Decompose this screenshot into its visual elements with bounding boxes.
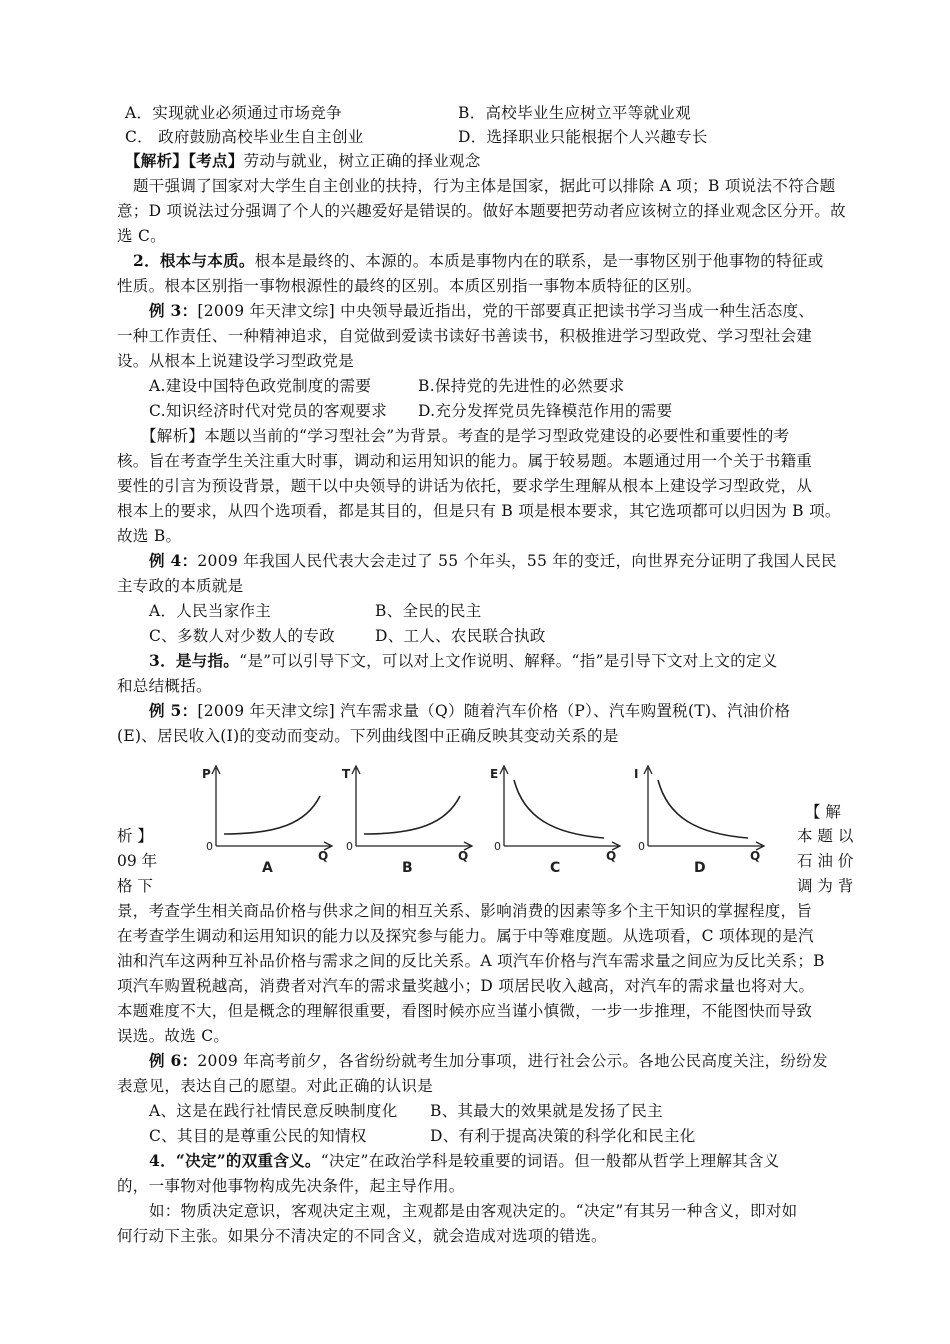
option-b: B.保持党的先进性的必然要求 [418,377,625,395]
origin-label: 0 [494,840,501,853]
option-b: B、全民的民主 [375,602,482,620]
graph-tag: D [694,860,706,876]
x-axis-label: Q [606,849,617,863]
wrap-text: 析 】 [117,827,153,845]
curve-line [224,796,320,834]
graph-C [490,766,620,876]
example-5-line [149,699,790,723]
wrap-text: 调 为 背 [797,877,854,895]
option-c: C、多数人对少数人的专政 [149,627,335,645]
analysis-line: 本题难度不大，但是概念的理解很重要，看图时候亦应当谨小慎微，一步一步推理，不能图快而导致 [117,1002,813,1020]
keypoint-title: 劳动与就业，树立正确的择业观念 [243,152,481,170]
example-5-line: (E)、居民收入(I)的变动而变动。下列曲线图中正确反映其变动关系的是 [117,727,619,745]
option-b: B．高校毕业生应树立平等就业观 [458,104,691,122]
section-heading: 4．“决定”的双重含义。 [149,1151,321,1170]
option-a: A、这是在践行社情民意反映制度化 [149,1102,398,1120]
analysis-line: 根本上的要求，从四个选项看，都是其目的，但是只有 B 项是根本要求，其它选项都可以归因为 B 项。 [117,502,841,520]
option-c: C． 政府鼓励高校毕业生自主创业 [125,128,364,146]
section-4-line: 如：物质决定意识，客观决定主观，主观都是由客观决定的。“决定”有其另一种含义，即对如 [149,1202,798,1220]
wrap-text: 石 油 价 [797,852,854,870]
keypoint-tag: 【考点】 [188,151,244,170]
example-text: [2009 年天津文综] 中央领导最近指出，党的干部要真正把读书学习当成一种生活态度、 [197,302,815,320]
origin-label: 0 [638,840,645,853]
example-heading: 例 5： [149,701,198,720]
option-b: B、其最大的效果就是发扬了民主 [430,1102,663,1120]
origin-label: 0 [346,840,353,853]
example-3-line [149,299,814,323]
x-axis-label: Q [458,849,469,863]
analysis-line: 选 C。 [117,227,166,245]
y-axis-label: I [634,767,639,781]
section-text: 根本是最终的、本源的。本质是事物内在的联系，是一事物区别于他事物的特征或 [254,252,824,270]
graph-B [342,766,472,876]
section-heading: 2．根本与本质。 [133,251,255,270]
section-text: “决定”在政治学科是较重要的词语。但一般都从哲学上理解其含义 [320,1152,780,1170]
section-4-line: 何行动下主张。如果分不清决定的不同含义，就会造成对选项的错选。 [117,1227,607,1245]
example-heading: 例 6： [149,1051,198,1070]
example-heading: 例 3： [149,301,198,320]
example-6-line: 表意见，表达自己的愿望。对此正确的认识是 [117,1077,434,1095]
section-2-line [133,249,824,273]
option-a: A．实现就业必须通过市场竞争 [125,104,342,122]
graph-tag: A [262,860,273,876]
y-axis-label: T [342,767,351,781]
example-4-line: 主专政的本质就是 [117,577,244,595]
example-3-line: 一种工作责任、一种精神追求，自觉做到爱读书读好书善读书，积极推进学习型政党、学习型社会建 [117,327,813,345]
example-text: 2009 年高考前夕，各省纷纷就考生加分事项，进行社会公示。各地公民高度关注，纷纷发 [197,1052,828,1070]
analysis-line: 故选 B。 [117,527,182,545]
example-text: 2009 年我国人民代表大会走过了 55 个年头，55 年的变迁，向世界充分证明了我国人民民 [197,552,837,570]
option-d: D、有利于提高决策的科学化和民主化 [430,1127,696,1145]
curve-line [364,796,460,834]
section-3-line: 和总结概括。 [117,677,212,695]
analysis-line: 【解析】本题以当前的“学习型社会”为背景。考查的是学习型政党建设的必要性和重要性的考 [141,427,790,445]
example-4-line [149,549,837,573]
analysis-line: 误选。故选 C。 [117,1027,230,1045]
y-axis-label: E [490,767,499,781]
section-text: “是”可以引导下文，可以对上文作说明、解释。“指”是引导下文对上文的定义 [239,652,778,670]
x-axis-label: Q [750,849,761,863]
analysis-line: 油和汽车这两种互补品价格与需求之间的反比关系。A 项汽车价格与汽车需求量之间应为反比关系；B [117,952,825,970]
section-3-line [149,649,778,673]
analysis-line: 核。旨在考查学生关注重大时事，调动和运用知识的能力。属于较易题。本题通过用一个关于书籍重 [117,452,813,470]
wrap-text: 格 下 [117,877,153,895]
option-a: A.建设中国特色政党制度的需要 [149,377,372,395]
graph-tag: B [402,860,413,876]
analysis-line: 景，考查学生相关商品价格与供求之间的相互关系、影响消费的因素等多个主干知识的掌握程度，旨 [117,902,813,920]
wrap-text: 本 题 以 [797,827,854,845]
wrap-text: 09 年 [117,852,158,870]
wrap-text: 【 解 [805,803,841,821]
section-2-line: 性质。根本区别指一事物根源性的最终的区别。本质区别指一事物本质特征的区别。 [117,277,702,295]
analysis-line: 要性的引言为预设背景，题干以中央领导的讲话为依托，要求学生理解从根本上建设学习型政党，从 [117,477,813,495]
example-heading: 例 4： [149,551,198,570]
curve-graphs [192,762,761,882]
analysis-line: 项汽车购置税越高，消费者对汽车的需求量奖越小；D 项居民收入越高，对汽车的需求量也将对大。 [117,977,815,995]
curve-line [658,780,748,838]
analysis-line: 意；D 项说法过分强调了个人的兴趣爱好是错误的。做好本题要把劳动者应该树立的择业观念区分开。故 [117,202,846,220]
example-6-line [149,1049,828,1073]
graph-D [634,766,764,876]
option-d: D.充分发挥党员先锋模范作用的需要 [418,402,673,420]
analysis-tag: 【解析】 [125,151,189,170]
analysis-line: 题干强调了国家对大学生自主创业的扶持，行为主体是国家，据此可以排除 A 项；B 项说法不符合题 [133,177,836,195]
example-text: [2009 年天津文综] 汽车需求量（Q）随着汽车价格（P）、汽车购置税(T)、汽油价格 [197,702,791,720]
option-a: A．人民当家作主 [149,602,272,620]
y-axis-label: P [202,767,211,781]
graph-A [202,766,332,876]
section-4-line [149,1149,780,1173]
option-c: C.知识经济时代对党员的客观要求 [149,402,388,420]
option-d: D．选择职业只能根据个人兴趣专长 [458,128,708,146]
option-c: C、其目的是尊重公民的知情权 [149,1127,367,1145]
analysis-line: 在考查学生调动和运用知识的能力以及探究参与能力。属于中等难度题。从选项看，C 项体现的是汽 [117,927,814,945]
example-3-line: 设。从根本上说建设学习型政党是 [117,352,355,370]
analysis-heading [125,149,481,173]
option-d: D、工人、农民联合执政 [375,627,546,645]
graph-tag: C [550,860,561,876]
section-4-line: 的，一事物对他事物构成先决条件，起主导作用。 [117,1177,465,1195]
section-heading: 3．是与指。 [149,651,240,670]
x-axis-label: Q [318,849,329,863]
origin-label: 0 [206,840,213,853]
curve-line [514,780,604,838]
